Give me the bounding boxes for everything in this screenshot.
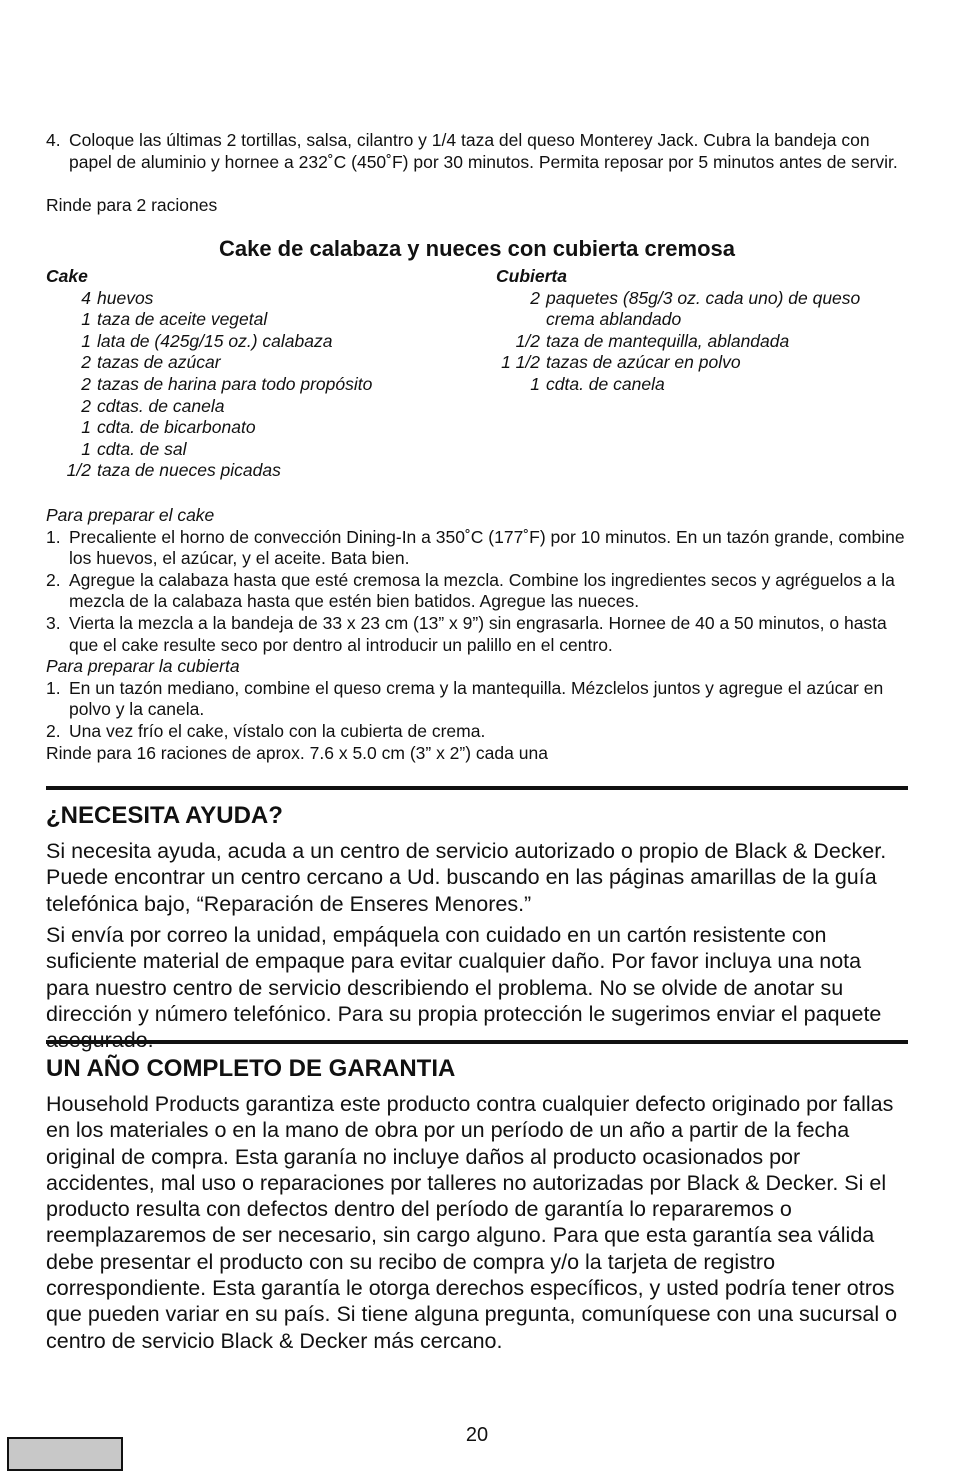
ingredient-text: huevos — [97, 287, 154, 308]
ingredient-qty: 1 1/2 — [501, 352, 540, 373]
step-text: Vierta la mezcla a la bandeja de 33 x 23 cm (13” x 9”) sin engrasarla. Hornee de 40 a 50 minutos, o hasta que el cake resulte seco por dentro al introducir un palillo en el centro. — [69, 612, 887, 655]
recipe-yield: Rinde para 16 raciones de aprox. 7.6 x 5.0 cm (3” x 2”) cada una — [46, 742, 548, 763]
step-text: En un tazón mediano, combine el queso crema y la mantequilla. Mézclelos juntos y agregue el azúcar en polvo y la canela. — [69, 677, 884, 720]
step-item — [46, 527, 906, 570]
step-number: 2. — [46, 569, 61, 590]
ingredient-text: taza de mantequilla, ablandada — [546, 330, 790, 351]
step-item — [46, 721, 906, 743]
ingredient — [46, 352, 372, 374]
ingredient — [496, 331, 896, 353]
corner-tab-marker — [7, 1437, 123, 1471]
step-number: 2. — [46, 720, 61, 741]
ingredient-text: taza de nueces picadas — [97, 460, 281, 481]
help-paragraph-1: Si necesita ayuda, acuda a un centro de servicio autorizado o propio de Black & Decker. Puede encontrar un centro cercano a Ud. buscando en las páginas amarillas de la guía telefónica bajo, “Reparación de Enseres Menores.” — [46, 839, 887, 916]
ingredient-qty: 2 — [530, 287, 540, 308]
ingredient-qty: 1/2 — [66, 460, 91, 481]
recipe-title: Cake de calabaza y nueces con cubierta cremosa — [218, 236, 736, 261]
warranty-paragraph: Household Products garantiza este producto contra cualquier defecto originado por fallas en los materiales o en la mano de obra por un período de un año a partir de la fecha original de compra. Esta garanía no incluye daños al producto ocasionados por accidentes, mal uso o reparaciones por talleres no autorizadas por Black & Decker. Si el producto resulta con defectos dentro del período de garantía lo repararemos o reemplazaremos de ser necesario, sin cargo alguno. Para que esta garantía sea válida debe presentar el producto con su recibo de compra y/o la tarjeta de registro correspondiente. Esta garantía le otorga derechos específicos, y usted podría tener otros que pueden variar en su país. Si tiene alguna pregunta, comuníquese con una sucursal o centro de servicio Black & Decker más cercano. — [46, 1092, 898, 1353]
ingredient-text: taza de aceite vegetal — [97, 309, 268, 330]
ingredient-text: cdta. de bicarbonato — [97, 417, 256, 438]
help-paragraph-2: Si envía por correo la unidad, empáquela con cuidado en un cartón resistente con suficiente material de empaque para evitar cualquier daño. Por favor incluya una nota para nuestro centro de servicio describiendo el problema. No se olvide de anotar su dirección y número telefónico. Para su propia protección le sugerimos enviar el paquete — [46, 923, 882, 1026]
ingredient-qty: 2 — [81, 373, 91, 394]
ingredient — [46, 309, 372, 331]
cake-heading: Cake — [46, 266, 88, 286]
cake-ingredients — [46, 266, 372, 482]
previous-recipe-yield: Rinde para 2 raciones — [46, 195, 218, 215]
frosting-prep-heading: Para preparar la cubierta — [46, 656, 240, 677]
ingredient-qty: 1 — [530, 373, 540, 394]
ingredient-text: lata de (425g/15 oz.) calabaza — [97, 330, 333, 351]
section-divider — [46, 1040, 908, 1044]
step-item — [46, 678, 906, 721]
step-item — [46, 130, 906, 173]
ingredient-text: cdta. de canela — [546, 373, 665, 394]
ingredient-text: paquetes (85g/3 oz. cada uno) de queso crema ablandado — [546, 287, 861, 330]
frosting-steps — [46, 678, 906, 743]
ingredient — [46, 288, 372, 310]
preparation-instructions — [46, 505, 906, 764]
step-text: Agregue la calabaza hasta que esté cremosa la mezcla. Combine los ingredientes secos y agréguelos a la mezcla de la calabaza hasta que estén bien batidos. Agregue las nueces. — [69, 569, 895, 612]
step-text: Una vez frío el cake, vístalo con la cubierta de crema. — [69, 720, 486, 741]
step-item — [46, 613, 906, 656]
section-divider — [46, 786, 908, 790]
ingredient — [46, 374, 372, 396]
step-item — [46, 570, 906, 613]
ingredient — [46, 439, 372, 461]
ingredient-qty: 1 — [81, 438, 91, 459]
ingredient-text: tazas de azúcar — [97, 352, 221, 373]
frosting-ingredients — [496, 266, 896, 396]
ingredient — [496, 374, 896, 396]
ingredient-text: tazas de azúcar en polvo — [546, 352, 741, 373]
cake-prep-heading: Para preparar el cake — [46, 505, 215, 525]
page-number: 20 — [465, 1424, 489, 1446]
ingredient-text: cdta. de sal — [97, 438, 187, 459]
ingredient — [46, 460, 372, 482]
ingredient — [46, 417, 372, 439]
ingredient-qty: 1/2 — [515, 330, 540, 351]
ingredient-text: cdtas. de canela — [97, 395, 225, 416]
ingredient-qty: 2 — [81, 395, 91, 416]
ingredient-qty: 1 — [81, 330, 91, 351]
ingredient — [496, 352, 896, 374]
ingredient-qty: 2 — [81, 352, 91, 373]
ingredient-qty: 1 — [81, 309, 91, 330]
step-number: 4. — [46, 130, 61, 150]
step-text: Precaliente el horno de convección Dining-In a 350˚C (177˚F) por 10 minutos. En un tazón grande, combine los huevos, el azúcar, y el aceite. Bata bien. — [69, 526, 905, 569]
frosting-heading: Cubierta — [496, 266, 567, 286]
previous-recipe-step-4 — [46, 130, 906, 173]
ingredient — [46, 396, 372, 418]
warranty-heading: UN AÑO COMPLETO DE GARANTIA — [46, 1055, 456, 1082]
step-number: 1. — [46, 677, 61, 698]
help-heading: ¿NECESITA AYUDA? — [46, 802, 283, 829]
step-text: Coloque las últimas 2 tortillas, salsa, cilantro y 1/4 taza del queso Monterey Jack. Cubra la bandeja con papel de aluminio y hornee a 232˚C (450˚F) por 30 minutos. Permita reposar por 5 minutos antes de servir. — [69, 130, 898, 172]
ingredient-qty: 1 — [81, 417, 91, 438]
step-number: 1. — [46, 526, 61, 547]
cake-steps — [46, 527, 906, 657]
ingredient-text: tazas de harina para todo propósito — [97, 373, 373, 394]
step-number: 3. — [46, 612, 61, 633]
ingredient — [46, 331, 372, 353]
ingredient-qty: 4 — [81, 287, 91, 308]
ingredient — [496, 288, 896, 331]
